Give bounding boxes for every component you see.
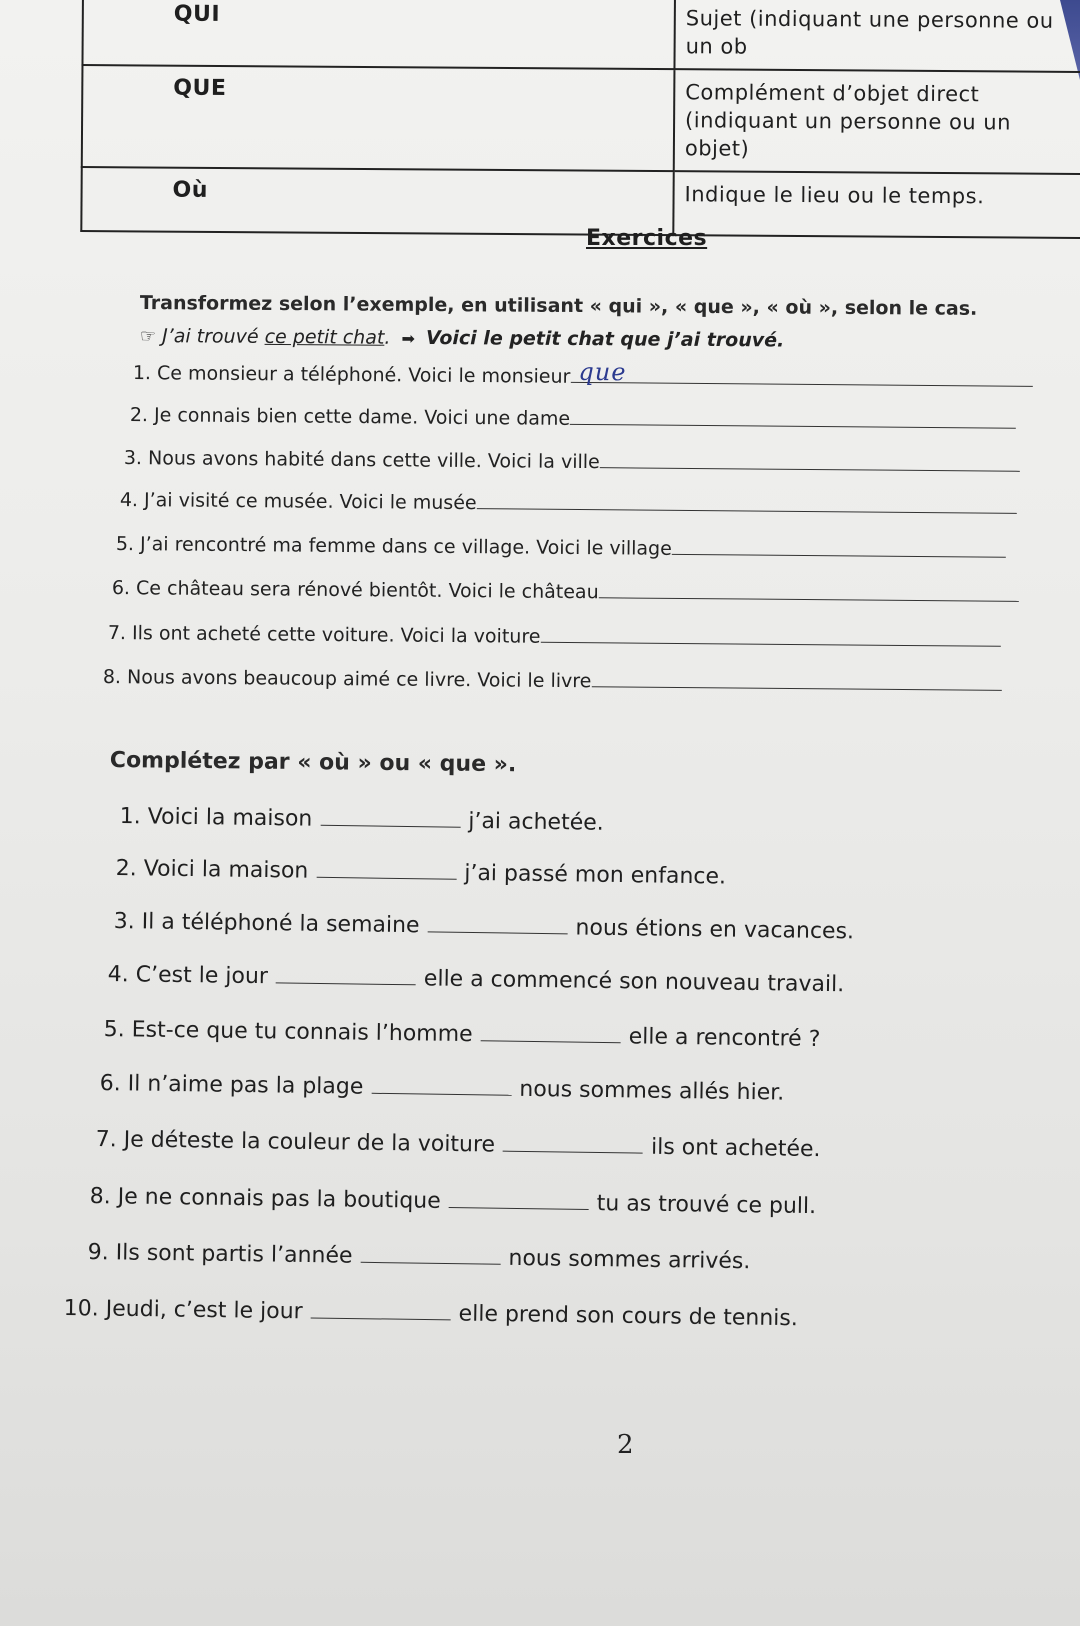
item-after: elle prend son cours de tennis. — [458, 1301, 799, 1332]
answer-blank[interactable] — [540, 624, 1000, 647]
answer-blank[interactable] — [316, 855, 456, 880]
answer-blank[interactable] — [570, 406, 1016, 429]
item-after: ils ont achetée. — [650, 1134, 821, 1163]
item-after: nous étions en vacances. — [575, 915, 855, 945]
fill-item — [100, 1067, 785, 1106]
item-after: j’ai achetée. — [468, 808, 604, 836]
handwritten-answer: que — [578, 357, 627, 387]
item-after: nous sommes allés hier. — [519, 1076, 785, 1106]
pronoun-cell: QUI — [82, 0, 675, 69]
arrow-icon: ➡ — [396, 328, 421, 348]
example-b: Voici le petit chat que j’ai trouvé. — [425, 326, 785, 352]
transform-item — [108, 620, 1001, 652]
item-before: 3. Il a téléphoné la semaine — [113, 908, 420, 939]
item-before: 7. Je déteste la couleur de la voiture — [95, 1126, 496, 1158]
fill-item — [96, 1123, 821, 1162]
answer-blank[interactable] — [503, 1129, 643, 1154]
transform-item — [112, 575, 1019, 607]
pronoun-cell: Où — [81, 167, 673, 235]
item-before: 5. Est-ce que tu connais l’homme — [103, 1016, 473, 1048]
item-text: 2. Je connais bien cette dame. Voici une dame — [129, 403, 571, 430]
pronoun-cell: QUE — [82, 65, 675, 171]
example-line — [140, 325, 785, 351]
pointing-hand-icon: ☞ — [139, 325, 157, 348]
item-text: 5. J’ai rencontré ma femme dans ce village. Voici le village — [115, 532, 672, 560]
item-before: 6. Il n’aime pas la plage — [99, 1070, 364, 1100]
example-a-underlined: ce petit chat — [264, 325, 385, 349]
exercises-title: Exercices — [586, 226, 708, 251]
answer-blank[interactable] — [477, 490, 1017, 514]
fill-item — [120, 800, 604, 836]
fill-item — [88, 1236, 751, 1274]
answer-blank[interactable] — [672, 536, 1006, 558]
item-after: elle a commencé son nouveau travail. — [423, 966, 845, 998]
answer-blank[interactable] — [276, 960, 416, 985]
page-number: 2 — [617, 1430, 634, 1460]
item-before: 9. Ils sont partis l’année — [87, 1239, 353, 1269]
transform-item — [124, 445, 1020, 477]
description-cell: Complément d’objet direct (indiquant un personne ou un objet) — [674, 69, 1080, 174]
item-before: 8. Je ne connais pas la boutique — [89, 1183, 441, 1214]
fill-item — [114, 905, 855, 944]
answer-blank[interactable] — [449, 1185, 589, 1210]
item-after: elle a rencontré ? — [628, 1024, 821, 1053]
relative-pronoun-table — [80, 0, 1080, 239]
item-after: tu as trouvé ce pull. — [596, 1191, 817, 1220]
fill-item — [90, 1180, 817, 1219]
section1-instruction: Transformez selon l’exemple, en utilisant « qui », « que », « où », selon le cas. — [139, 292, 978, 320]
transform-item — [120, 487, 1017, 519]
item-text: 1. Ce monsieur a téléphoné. Voici le monsieur — [132, 361, 571, 388]
item-before: 4. C’est le jour — [107, 961, 269, 990]
answer-blank[interactable] — [311, 1295, 451, 1320]
item-text: 6. Ce château sera rénové bientôt. Voici le château — [111, 576, 599, 604]
item-text: 3. Nous avons habité dans cette ville. Voici la ville — [123, 446, 600, 474]
item-text: 8. Nous avons beaucoup aimé ce livre. Voici le livre — [102, 665, 592, 693]
description-cell: Indique le lieu ou le temps. — [673, 171, 1080, 238]
item-text: 4. J’ai visité ce musée. Voici le musée — [119, 488, 477, 515]
item-before: 10. Jeudi, c’est le jour — [63, 1295, 303, 1325]
answer-blank[interactable] — [320, 803, 460, 828]
answer-blank[interactable] — [427, 909, 567, 934]
fill-item — [64, 1292, 798, 1331]
answer-blank[interactable] — [570, 357, 1032, 387]
transform-item — [103, 664, 1002, 696]
item-after: nous sommes arrivés. — [508, 1245, 751, 1275]
answer-blank[interactable] — [360, 1240, 500, 1265]
answer-blank[interactable] — [371, 1071, 511, 1096]
table-row — [81, 167, 1080, 238]
item-text: 7. Ils ont acheté cette voiture. Voici la voiture — [107, 621, 541, 648]
transform-item — [130, 402, 1016, 434]
table-row — [82, 0, 1080, 72]
example-a-prefix: J’ai trouvé — [162, 325, 265, 348]
answer-blank[interactable] — [599, 579, 1019, 602]
fill-item — [116, 852, 727, 890]
section2-instruction: Complétez par « où » ou « que ». — [109, 748, 517, 778]
answer-blank[interactable] — [600, 449, 1020, 472]
item-after: j’ai passé mon enfance. — [464, 860, 727, 890]
answer-blank[interactable] — [481, 1018, 621, 1043]
table-row — [82, 65, 1080, 174]
answer-blank[interactable] — [591, 668, 1001, 691]
transform-item — [132, 357, 1033, 392]
item-before: 1. Voici la maison — [119, 803, 313, 832]
transform-item — [116, 531, 1006, 563]
fill-item — [104, 1013, 821, 1052]
fill-item — [108, 958, 845, 997]
item-before: 2. Voici la maison — [115, 855, 309, 884]
example-a-suffix: . — [384, 326, 391, 349]
description-cell: Sujet (indiquant une personne ou un ob — [674, 0, 1080, 72]
